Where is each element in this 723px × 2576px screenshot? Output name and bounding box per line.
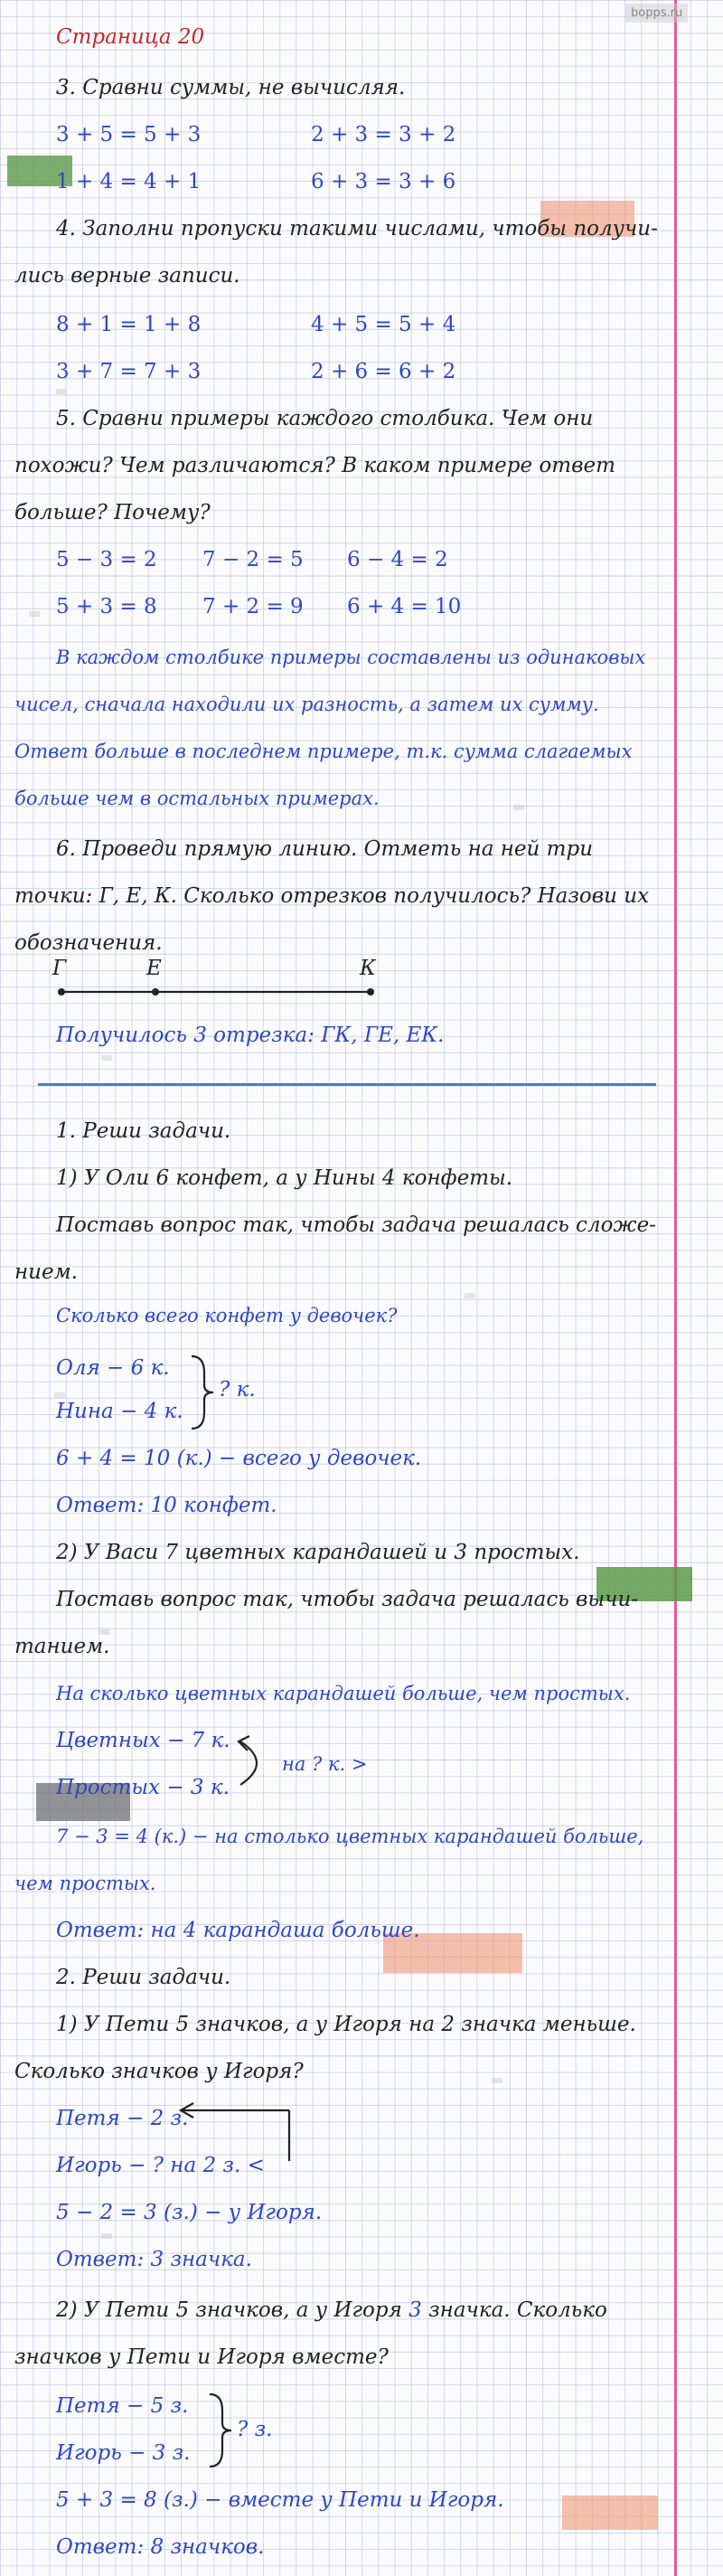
ex5-row1-col2: 7 − 2 = 5: [202, 548, 304, 571]
task2-p2-brace: [210, 2394, 231, 2467]
task1-p2-line1: 2) У Васи 7 цветных карандашей и 3 простых.: [56, 1541, 580, 1564]
ex5-row2-col2: 7 + 2 = 9: [202, 595, 304, 618]
task1-p1-brace-question: ? к.: [219, 1378, 256, 1401]
ex5-row1-col3: 6 − 4 = 2: [347, 548, 448, 571]
ex5-answer-line2: чисел, сначала находили их разность, а затем их сумму.: [14, 694, 599, 715]
task1-p2-comparison-arrow: [239, 1736, 257, 1785]
task2-p1-comparison-arrow: [181, 2103, 289, 2161]
ex3-title: 3. Сравни суммы, не вычисляя.: [56, 76, 406, 99]
task1-p2-answer: Ответ: на 4 карандаша больше.: [56, 1919, 420, 1942]
ex4-row2-right: 2 + 6 = 6 + 2: [311, 360, 456, 383]
point-label-k: К: [360, 957, 376, 980]
task1-p1-answer: Ответ: 10 конфет.: [56, 1494, 277, 1517]
ex5-answer-line1: В каждом столбике примеры составлены из одинаковых: [56, 646, 646, 668]
task1-p2-solution-line1: 7 − 3 = 4 (к.) − на столько цветных карандашей больше,: [56, 1826, 644, 1847]
task1-p2-short2: Простых − 3 к.: [56, 1776, 230, 1799]
point-e: [152, 988, 159, 995]
ex6-segment-drawing: [58, 988, 374, 995]
ex3-row1-right: 2 + 3 = 3 + 2: [311, 123, 456, 146]
ex6-title-line1: 6. Проведи прямую линию. Отметь на ней три: [56, 837, 594, 861]
task1-p1-line1: 1) У Оли 6 конфет, а у Нины 4 конфеты.: [56, 1166, 513, 1190]
ex4-title-line1: 4. Заполни пропуски такими числами, чтобы получи-: [56, 217, 658, 241]
task1-p2-line2: Поставь вопрос так, чтобы задача решалась вычи-: [56, 1588, 639, 1611]
task2-p2-line1-start: 2) У Пети 5 значков, а у Игоря: [56, 2298, 409, 2322]
ex6-answer: Получилось 3 отрезка: ГК, ГЕ, ЕК.: [56, 1024, 445, 1047]
ex4-title-line2: лись верные записи.: [14, 264, 240, 288]
task2-title: 2. Реши задачи.: [56, 1966, 231, 1989]
ex5-title-line2: похожи? Чем различаются? В каком примере ответ: [14, 454, 615, 477]
task2-p2-line1-end: значка. Сколько: [421, 2298, 607, 2322]
task1-p2-arrow-question: на ? к. >: [282, 1753, 368, 1775]
task2-p1-line2: Сколько значков у Игоря?: [14, 2060, 304, 2083]
ex6-title-line2: точки: Г, Е, К. Сколько отрезков получилось? Назови их: [14, 884, 650, 908]
task2-p1-short1: Петя − 2 з.: [56, 2107, 189, 2130]
task2-p1-answer: Ответ: 3 значка.: [56, 2248, 252, 2271]
ex3-row1-left: 3 + 5 = 5 + 3: [56, 123, 202, 146]
task2-p2-line1-number: 3: [408, 2298, 422, 2322]
ex4-row2-left: 3 + 7 = 7 + 3: [56, 360, 202, 383]
ex5-title-line3: больше? Почему?: [14, 501, 211, 524]
ex5-row2-col3: 6 + 4 = 10: [347, 595, 462, 618]
task1-p2-line3: танием.: [14, 1635, 110, 1658]
ex4-row1-left: 8 + 1 = 1 + 8: [56, 313, 202, 336]
task2-p2-answer: Ответ: 8 значков.: [56, 2535, 265, 2559]
task2-p1-solution: 5 − 2 = 3 (з.) − у Игоря.: [56, 2201, 323, 2224]
task1-p2-question: На сколько цветных карандашей больше, чем простых.: [56, 1683, 631, 1704]
task2-p2-line2: значков у Пети и Игоря вместе?: [14, 2345, 389, 2369]
ex3-row2-left: 1 + 4 = 4 + 1: [56, 170, 202, 193]
task2-p2-solution: 5 + 3 = 8 (з.) − вместе у Пети и Игоря.: [56, 2488, 504, 2512]
task1-p1-short2: Нина − 4 к.: [56, 1400, 183, 1423]
task1-p1-line2: Поставь вопрос так, чтобы задача решалась сложе-: [56, 1213, 656, 1237]
ex4-row1-right: 4 + 5 = 5 + 4: [311, 313, 456, 336]
ex5-title-line1: 5. Сравни примеры каждого столбика. Чем они: [56, 407, 594, 430]
task2-p2-short1: Петя − 5 з.: [56, 2394, 189, 2418]
task1-p1-short1: Оля − 6 к.: [56, 1356, 170, 1380]
point-label-g: Г: [52, 957, 67, 980]
ex5-row2-col1: 5 + 3 = 8: [56, 595, 157, 618]
task1-p2-short1: Цветных − 7 к.: [56, 1729, 230, 1752]
point-g: [58, 988, 65, 995]
task1-p2-solution-line2: чем простых.: [14, 1873, 156, 1894]
task1-p1-line3: нием.: [14, 1260, 78, 1284]
task2-p2-short2: Игорь − 3 з.: [56, 2441, 191, 2465]
ex5-answer-line4: больше чем в остальных примерах.: [14, 788, 380, 809]
page-title: Страница 20: [56, 25, 205, 49]
point-label-e: Е: [146, 957, 162, 980]
ex6-title-line3: обозначения.: [14, 931, 163, 955]
task2-p2-brace-question: ? з.: [237, 2418, 273, 2441]
point-k: [367, 988, 374, 995]
ex3-row2-right: 6 + 3 = 3 + 6: [311, 170, 456, 193]
site-logo: bopps.ru: [625, 4, 688, 23]
task1-p1-question: Сколько всего конфет у девочек?: [56, 1305, 398, 1326]
task2-p1-line1: 1) У Пети 5 значков, а у Игоря на 2 значка меньше.: [56, 2013, 636, 2036]
ex5-answer-line3: Ответ больше в последнем примере, т.к. сумма слагаемых: [14, 741, 633, 762]
task2-p1-short2: Игорь − ? на 2 з. <: [56, 2154, 265, 2177]
task1-title: 1. Реши задачи.: [56, 1119, 231, 1143]
task1-p1-solution: 6 + 4 = 10 (к.) − всего у девочек.: [56, 1447, 422, 1470]
task1-p1-brace: [192, 1356, 213, 1429]
ex5-row1-col1: 5 − 3 = 2: [56, 548, 157, 571]
